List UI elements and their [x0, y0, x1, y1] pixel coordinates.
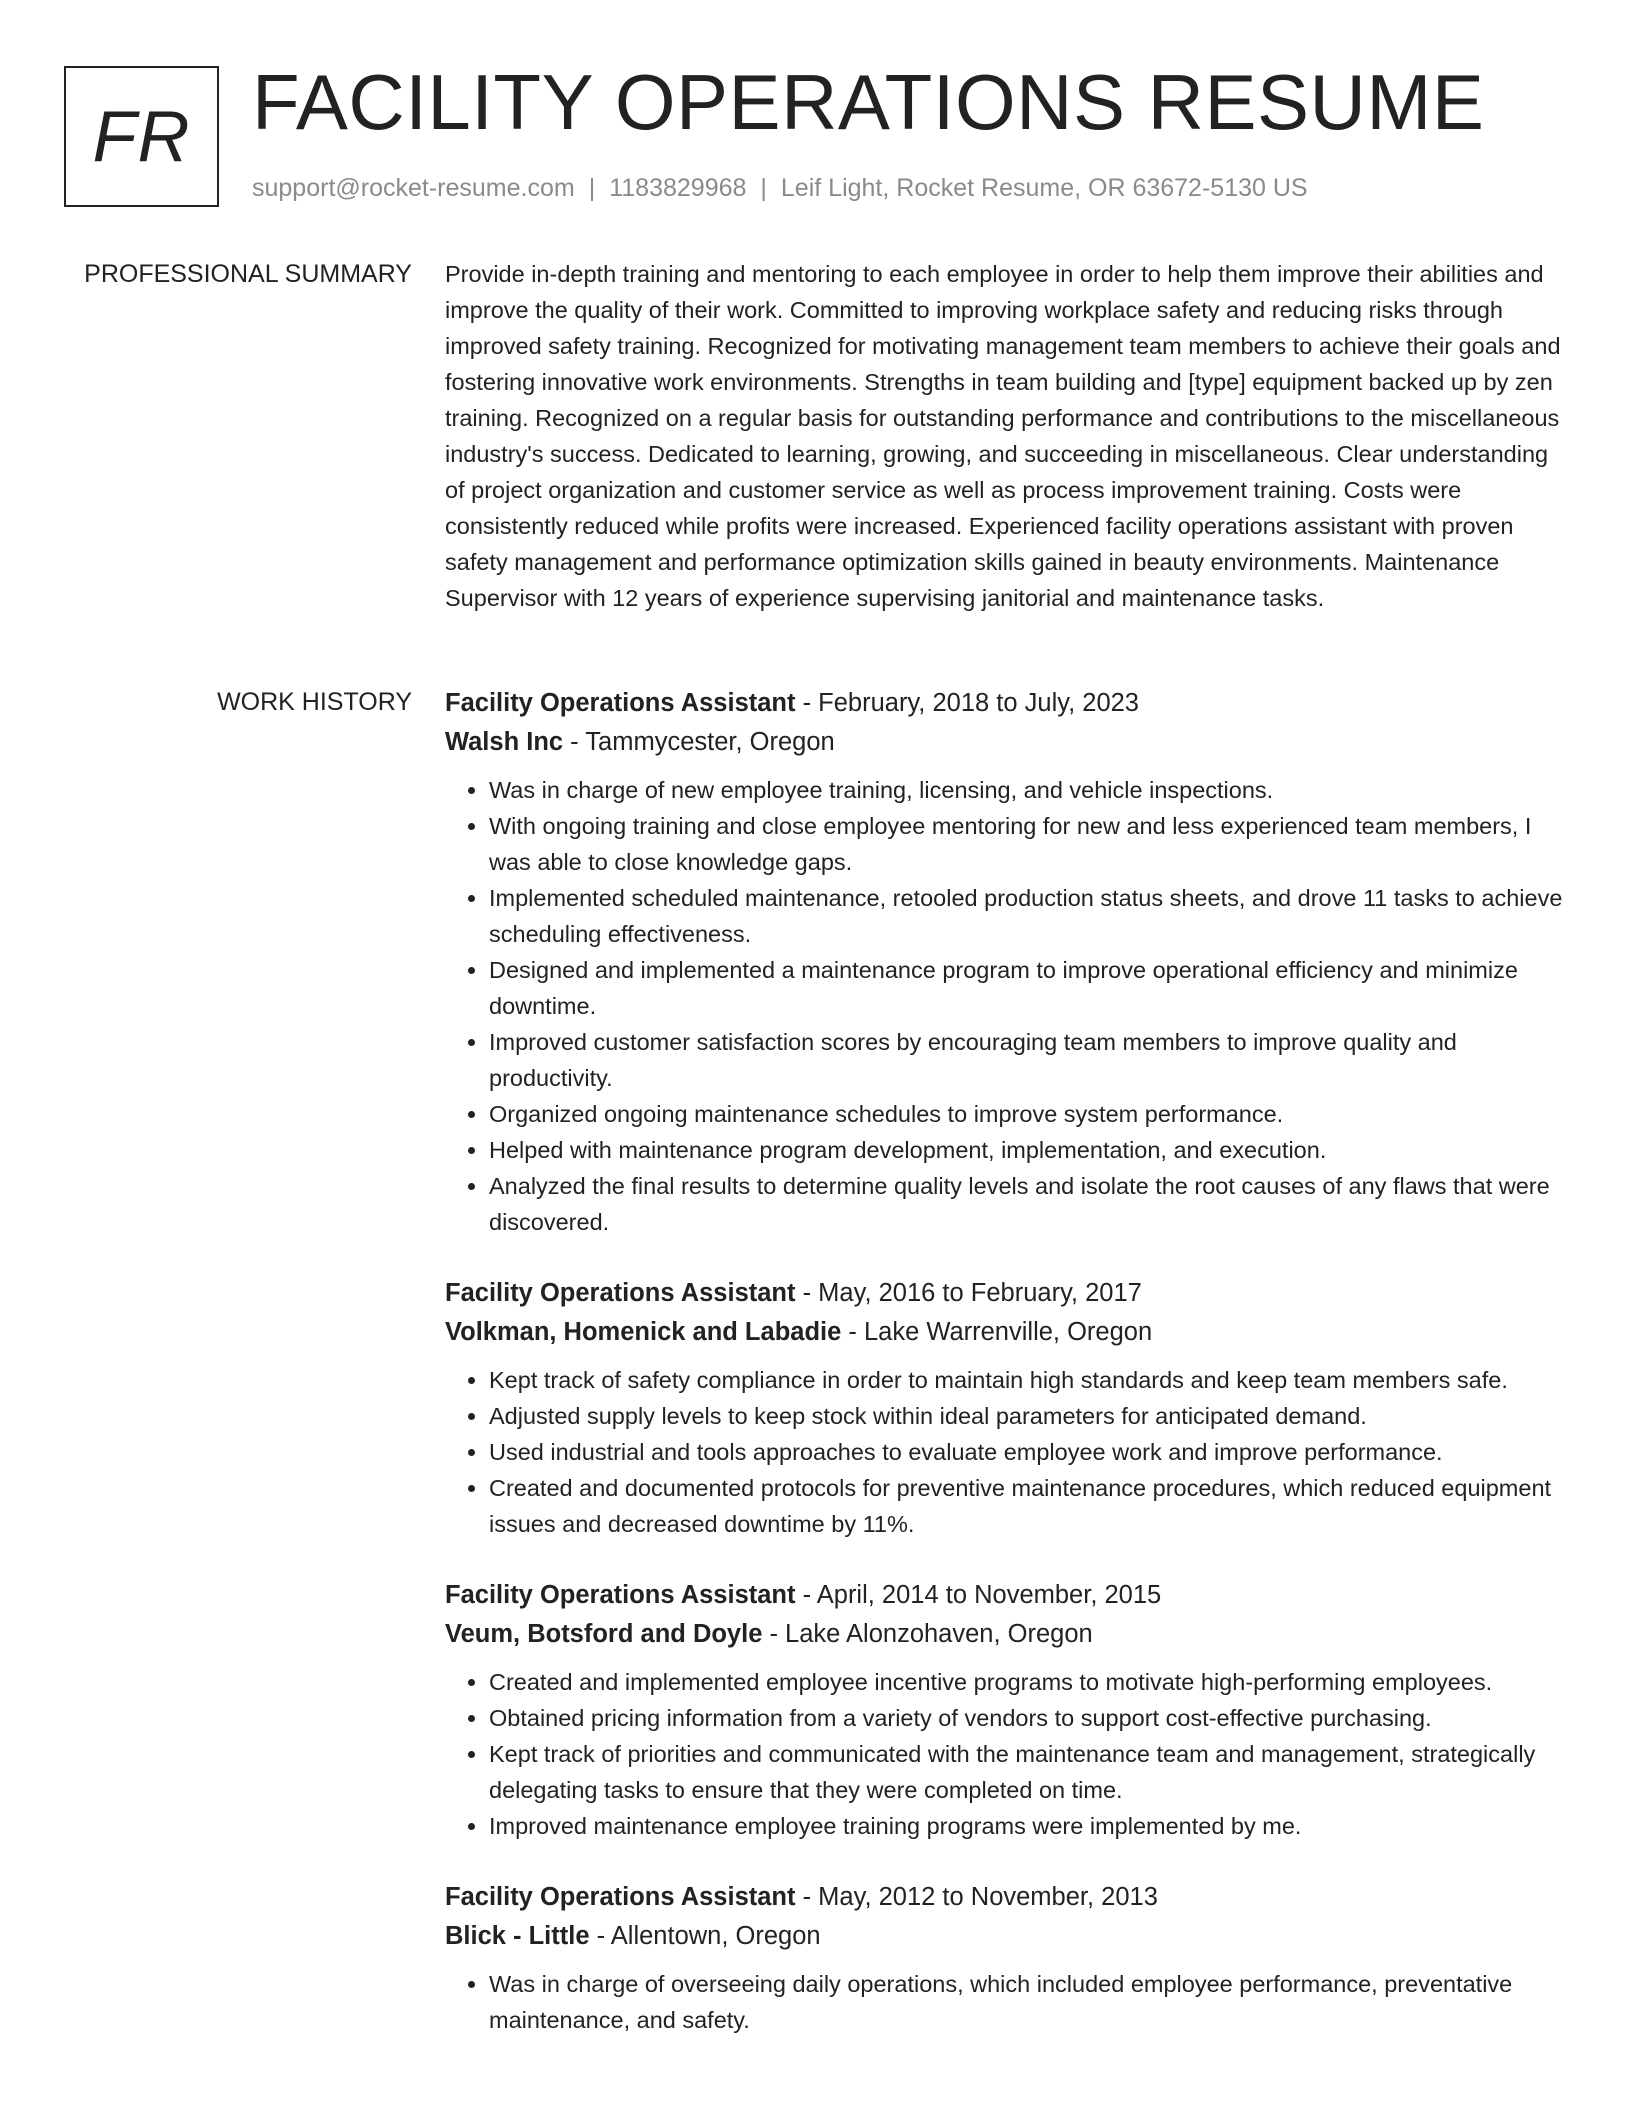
bullet-item: • Was in charge of overseeing daily operations, which included employee performance, preventative maintenance, and safety.: [489, 1966, 1567, 2038]
job-location: - Allentown, Oregon: [589, 1922, 821, 1950]
bullet-item: • Adjusted supply levels to keep stock within ideal parameters for anticipated demand.: [489, 1398, 1567, 1434]
contact-email[interactable]: support@rocket-resume.com: [252, 174, 575, 202]
section-label-summary: PROFESSIONAL SUMMARY: [84, 260, 412, 288]
summary-body: [445, 256, 1567, 616]
job-location: - Lake Warrenville, Oregon: [841, 1318, 1153, 1346]
job-title-line: [445, 1878, 1567, 1917]
contact-address: Leif Light, Rocket Resume, OR 63672-5130 US: [780, 174, 1308, 202]
bullet-item: • Designed and implemented a maintenance program to improve operational efficiency and minimize downtime.: [489, 952, 1567, 1024]
job-company-line: [445, 1313, 1567, 1352]
job-company: Blick - Little: [445, 1922, 590, 1950]
job-entry: [445, 1274, 1567, 1542]
bullet-item: • Kept track of safety compliance in order to maintain high standards and keep team members safe.: [489, 1362, 1567, 1398]
resume-title: FACILITY OPERATIONS RESUME: [252, 58, 1485, 146]
job-entry: [445, 1576, 1567, 1844]
job-bullets: [445, 1664, 1567, 1844]
bullet-item: • Obtained pricing information from a variety of vendors to support cost-effective purchasing.: [489, 1700, 1567, 1736]
bullet-item: • Helped with maintenance program development, implementation, and execution.: [489, 1132, 1567, 1168]
job-company: Veum, Botsford and Doyle: [445, 1620, 763, 1648]
bullet-item: • Was in charge of new employee training, licensing, and vehicle inspections.: [489, 772, 1567, 808]
job-bullets: [445, 1966, 1567, 2038]
job-location: - Tammycester, Oregon: [563, 728, 835, 756]
monogram-initials: FR: [92, 96, 191, 177]
job-company-line: [445, 1917, 1567, 1956]
job-entry: [445, 1878, 1567, 2038]
summary-text: Provide in-depth training and mentoring to each employee in order to help them improve their abilities and improve the quality of their work. Committed to improving workplace safety and reducing risks through improved safety training. Recognized for motivating management team members to achieve their goals and fostering innovative work environments. Strengths in team building and [type] equipment backed up by zen training. Recognized on a regular basis for outstanding performance and contributions to the miscellaneous industry's success. Dedicated to learning, growing, and succeeding in miscellaneous. Clear understanding of project organization and customer service as well as process improvement training. Costs were consistently reduced while profits were increased. Experienced facility operations assistant with proven safety management and performance optimization skills gained in beauty environments. Maintenance Supervisor with 12 years of experience supervising janitorial and maintenance tasks.: [445, 261, 1561, 611]
job-company: Walsh Inc: [445, 728, 564, 756]
bullet-item: • Organized ongoing maintenance schedules to improve system performance.: [489, 1096, 1567, 1132]
job-bullets: [445, 772, 1567, 1240]
job-bullets: [445, 1362, 1567, 1542]
bullet-item: • Created and implemented employee incentive programs to motivate high-performing employees.: [489, 1664, 1567, 1700]
bullet-item: • Improved maintenance employee training programs were implemented by me.: [489, 1808, 1567, 1844]
contact-line: [252, 174, 1308, 203]
job-location: - Lake Alonzohaven, Oregon: [762, 1620, 1093, 1648]
job-title: Facility Operations Assistant: [445, 1883, 796, 1911]
job-company: Volkman, Homenick and Labadie: [445, 1318, 842, 1346]
job-title-line: [445, 684, 1567, 723]
bullet-item: • Analyzed the final results to determine quality levels and isolate the root causes of any flaws that were discovered.: [489, 1168, 1567, 1240]
bullet-item: • Implemented scheduled maintenance, retooled production status sheets, and drove 11 tasks to achieve scheduling effectiveness.: [489, 880, 1567, 952]
work-history-body: [445, 684, 1567, 2072]
job-dates: - April, 2014 to November, 2015: [795, 1581, 1162, 1609]
job-title-line: [445, 1576, 1567, 1615]
job-entry: [445, 684, 1567, 1240]
job-dates: - May, 2012 to November, 2013: [795, 1883, 1158, 1911]
contact-separator: |: [588, 174, 596, 202]
bullet-item: • Improved customer satisfaction scores by encouraging team members to improve quality and productivity.: [489, 1024, 1567, 1096]
job-title: Facility Operations Assistant: [445, 689, 796, 717]
job-title-line: [445, 1274, 1567, 1313]
job-title: Facility Operations Assistant: [445, 1279, 796, 1307]
bullet-item: • Created and documented protocols for preventive maintenance procedures, which reduced equipment issues and decreased downtime by 11%.: [489, 1470, 1567, 1542]
contact-separator: |: [760, 174, 767, 202]
job-title: Facility Operations Assistant: [445, 1581, 796, 1609]
bullet-item: • Used industrial and tools approaches to evaluate employee work and improve performance.: [489, 1434, 1567, 1470]
contact-phone[interactable]: 1183829968: [609, 174, 747, 202]
job-dates: - May, 2016 to February, 2017: [795, 1279, 1142, 1307]
job-company-line: [445, 723, 1567, 762]
bullet-item: • Kept track of priorities and communicated with the maintenance team and management, strategically delegating tasks to ensure that they were completed on time.: [489, 1736, 1567, 1808]
job-company-line: [445, 1615, 1567, 1654]
section-label-work-history: WORK HISTORY: [217, 688, 412, 716]
job-dates: - February, 2018 to July, 2023: [795, 689, 1139, 717]
monogram-logo: [64, 66, 219, 207]
bullet-item: • With ongoing training and close employee mentoring for new and less experienced team members, I was able to close knowledge gaps.: [489, 808, 1567, 880]
